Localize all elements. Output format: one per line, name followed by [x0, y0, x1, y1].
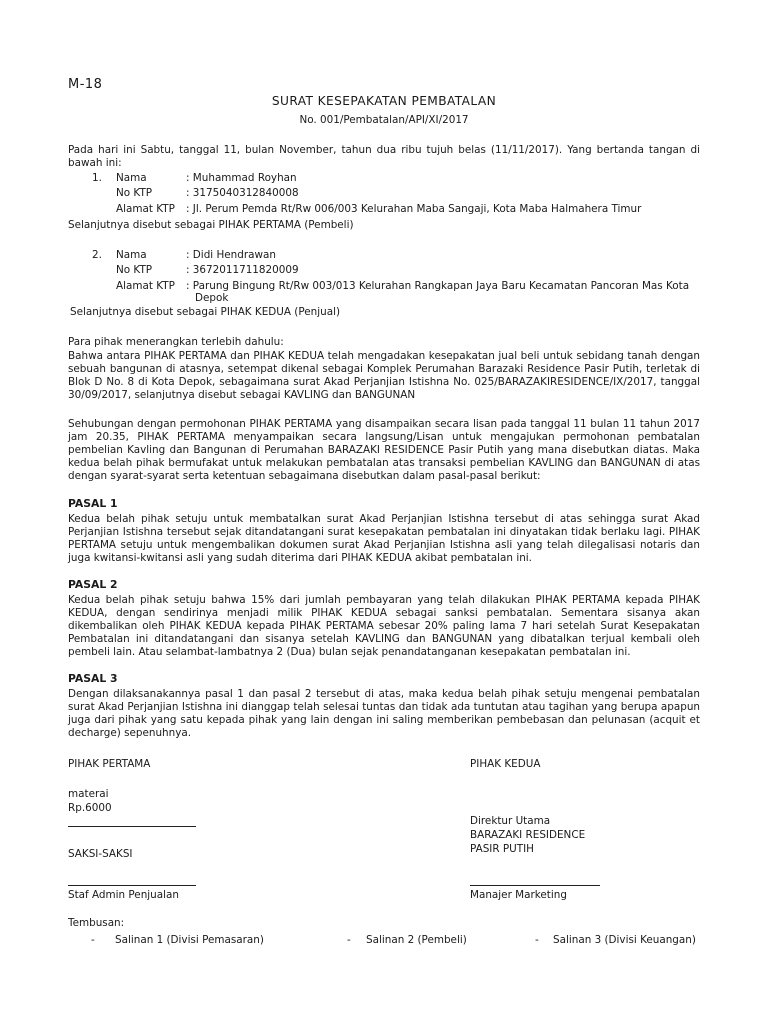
party2-ktp-value: : 3672011711820009: [186, 264, 299, 276]
tembusan-dash-3: -: [535, 934, 539, 946]
witness-line-right: [470, 885, 600, 886]
tembusan-item-2: Salinan 2 (Pembeli): [366, 934, 467, 946]
right-signer-title-1: Direktur Utama: [470, 815, 551, 827]
witness-left-title: Staf Admin Penjualan: [68, 889, 179, 901]
witness-line-left: [68, 885, 196, 886]
party2-ktp-label: No KTP: [116, 264, 153, 276]
party2-role: Selanjutnya disebut sebagai PIHAK KEDUA (Penjual): [70, 306, 341, 318]
intro-paragraph: Pada hari ini Sabtu, tanggal 11, bulan November, tahun dua ribu tujuh belas (11/11/2017). Yang bertanda tangan di bawah ini:: [68, 144, 700, 169]
document-title: SURAT KESEPAKATAN PEMBATALAN: [271, 94, 497, 108]
witnesses-heading: SAKSI-SAKSI: [68, 848, 133, 860]
party2-number: 2.: [92, 249, 102, 261]
pasal3-text: Dengan dilaksanakannya pasal 1 dan pasal 2 tersebut di atas, maka kedua belah pihak setuju mengenai pembatalan surat Akad Perjanjian Istishna ini dianggap telah selesai tuntas dan tidak ada tuntutan atau tagihan yang berupa apapun juga dari pihak yang satu kepada pihak yang lain dengan ini saling memberikan pembebasan dan pelunasan (acquit et decharge) sepenuhnya.: [68, 688, 700, 739]
signature-line-left: [68, 826, 196, 827]
signature-party-left: PIHAK PERTAMA: [68, 758, 151, 770]
party1-name-label: Nama: [116, 172, 147, 184]
party2-name-value: : Didi Hendrawan: [186, 249, 276, 261]
tembusan-dash-2: -: [347, 934, 351, 946]
party1-role: Selanjutnya disebut sebagai PIHAK PERTAMA (Pembeli): [68, 219, 354, 231]
party2-address-value: : Parung Bingung Rt/Rw 003/013 Kelurahan Rangkapan Jaya Baru Kecamatan Pancoran Mas Kota: [186, 280, 690, 292]
party1-ktp-label: No KTP: [116, 187, 153, 199]
document-code: M-18: [68, 77, 103, 92]
pasal1-heading: PASAL 1: [68, 497, 118, 510]
party2-name-label: Nama: [116, 249, 147, 261]
pasal1-text: Kedua belah pihak setuju untuk membatalkan surat Akad Perjanjian Istishna tersebut di atas sehingga surat Akad Perjanjian Istishna tersebut sejak ditandatangani surat kesepakatan pembatalan ini dinyatakan tidak berlaku lagi. PIHAK PERTAMA setuju untuk mengembalikan dokumen surat Akad Perjanjian Istishna asli yang telah dilegalisasi notaris dan juga kwitansi-kwitansi asli yang sudah diterima dari PIHAK KEDUA akibat pembatalan ini.: [68, 513, 700, 564]
right-signer-title-3: PASIR PUTIH: [470, 843, 534, 855]
preamble-paragraph-2: Sehubungan dengan permohonan PIHAK PERTAMA yang disampaikan secara lisan pada tanggal 11 bulan 11 tahun 2017 jam 20.35, PIHAK PERTAMA menyampaikan secara langsung/Lisan untuk mengajukan permohonan pembatalan pembelian Kavling dan Bangunan di Perumahan BARAZAKI RESIDENCE Pasir Putih yang mana disebutkan diatas. Maka kedua belah pihak bermufakat untuk melakukan pembatalan atas transaksi pembelian KAVLING dan BANGUNAN di atas dengan syarat-syarat serta ketentuan sebagaimana disebutkan dalam pasal-pasal berikut:: [68, 418, 700, 482]
party1-name-value: : Muhammad Royhan: [186, 172, 297, 184]
materai-label: materai: [68, 788, 109, 800]
party1-number: 1.: [92, 172, 102, 184]
tembusan-label: Tembusan:: [68, 917, 125, 929]
party1-ktp-value: : 3175040312840008: [186, 187, 299, 199]
pasal2-text: Kedua belah pihak setuju bahwa 15% dari jumlah pembayaran yang telah dilakukan PIHAK PERTAMA kepada PIHAK KEDUA, dengan sendirinya menjadi milik PIHAK KEDUA sebagai sanksi pembatalan. Sementara sisanya akan dikembalikan oleh PIHAK KEDUA kepada PIHAK PERTAMA sebesar 20% paling lama 7 hari setelah Surat Kesepakatan Pembatalan ini ditandatangani dan sisanya setelah KAVLING dan BANGUNAN yang dibatalkan terjual kembali oleh pembeli lain. Atau selambat-lambatnya 2 (Dua) bulan sejak penandatanganan kesepakatan pembatalan ini.: [68, 594, 700, 658]
tembusan-item-1: Salinan 1 (Divisi Pemasaran): [115, 934, 264, 946]
party2-address-label: Alamat KTP: [116, 280, 175, 292]
tembusan-item-3: Salinan 3 (Divisi Keuangan): [553, 934, 696, 946]
party1-address-label: Alamat KTP: [116, 203, 175, 215]
document-number: No. 001/Pembatalan/API/XI/2017: [299, 114, 469, 126]
preamble-paragraph-1: Bahwa antara PIHAK PERTAMA dan PIHAK KEDUA telah mengadakan kesepakatan jual beli untuk sebidang tanah dengan sebuah bangunan di atasnya, setempat dikenal sebagai Komplek Perumahan Barazaki Residence Pasir Putih, terletak di Blok D No. 8 di Kota Depok, sebagaimana surat Akad Perjanjian Istishna No. 025/BARAZAKIRESIDENCE/IX/2017, tanggal 30/09/2017, selanjutnya disebut sebagai KAVLING dan BANGUNAN: [68, 350, 700, 401]
signature-party-right: PIHAK KEDUA: [470, 758, 541, 770]
witness-right-title: Manajer Marketing: [470, 889, 567, 901]
materai-value: Rp.6000: [68, 802, 112, 814]
party2-address-value-2: Depok: [195, 292, 229, 304]
tembusan-dash-1: -: [91, 934, 95, 946]
pasal2-heading: PASAL 2: [68, 578, 118, 591]
pasal3-heading: PASAL 3: [68, 672, 118, 685]
preamble-lead: Para pihak menerangkan terlebih dahulu:: [68, 336, 284, 348]
party1-address-value: : Jl. Perum Pemda Rt/Rw 006/003 Kelurahan Maba Sangaji, Kota Maba Halmahera Timur: [186, 203, 642, 215]
right-signer-title-2: BARAZAKI RESIDENCE: [470, 829, 586, 841]
